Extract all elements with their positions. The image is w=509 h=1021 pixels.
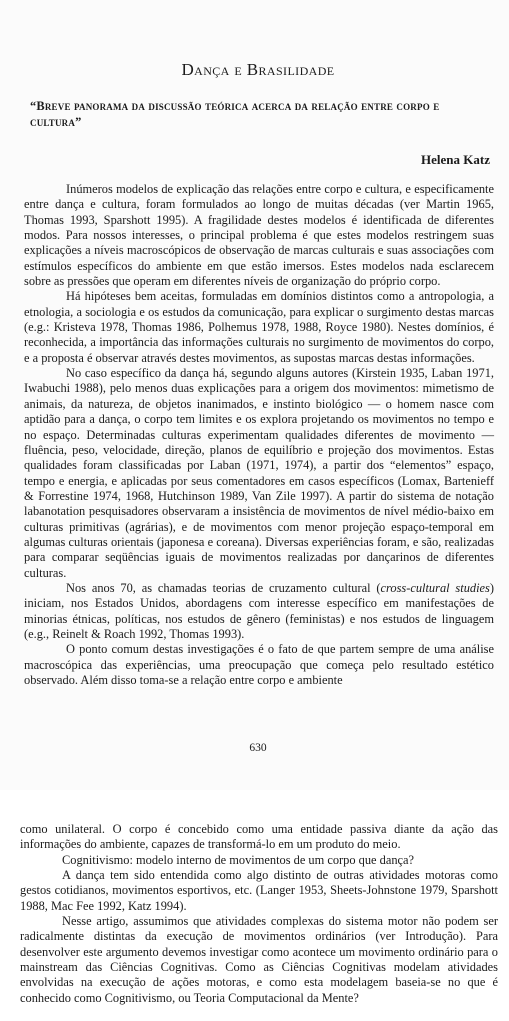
paragraph-1: Inúmeros modelos de explicação das relações entre corpo e cultura, e especificamente entre dança e cultura, foram formulados ao longo de muitas décadas (ver Martin 1965, Thomas 1993, Sparshott 1995). A fragilidade destes modelos é identificada de diferentes modos. Para nossos interesses, o principal problema é que estes modelos restringem suas explicações a níveis macroscópicos de observação de marcas culturais e suas associações com estímulos específicos do ambiente em que estão imersos. Estes modelos nada esclarecem sobre as pressões que operam em diferentes níveis de organização do próprio corpo. <box>24 182 494 289</box>
paragraph-7: Nesse artigo, assumimos que atividades complexas do sistema motor não podem ser radicalmente distintas da execução de movimentos ordinários (ver Introdução). Para desenvolver este argumento devemos investigar como acontece um movimento ordinário para o mainstream das Ciências Cognitivas. Como as Ciências Cognitivas modelam atividades envolvidas na execução de ações motoras, e como esta modelagem baseia-se no que é conhecido como Cognitivismo, ou Teoria Computacional da Mente? <box>20 914 498 1005</box>
paragraph-6: A dança tem sido entendida como algo distinto de outras atividades motoras como gestos cotidianos, movimentos esportivos, etc. (Langer 1953, Sheets-Johnstone 1979, Sparshott 1988, Mac Fee 1992, Katz 1994). <box>20 868 498 913</box>
continued-paragraph: como unilateral. O corpo é concebido como uma entidade passiva diante da ação das informações do ambiente, capazes de transformá-lo em um produto do meio. <box>20 822 498 852</box>
paragraph-4-italic-term: cross-cultural studies <box>380 580 490 595</box>
lower-page <box>0 812 509 1021</box>
paragraph-4-lead: Nos anos 70, as chamadas teorias de cruzamento cultural ( <box>66 580 381 595</box>
article-title: “Breve panorama da discussão teórica acerca da relação entre corpo e cultura” <box>30 99 440 129</box>
paragraph-5: O ponto comum destas investigações é o fato de que partem sempre de uma análise macroscópica das experiências, uma preocupação que começa pelo resultado estético observado. Além disso toma-se a relação entre corpo e ambiente <box>24 642 494 687</box>
paragraph-4-rest: ) iniciam, nos Estados Unidos, abordagens com interesse específico em manifestações de minorias étnicas, políticas, nos estudos de gênero (feministas) e nos estudos de linguagem (e.g., Reinelt & Roach 1992, Thomas 1993). <box>24 580 494 641</box>
paragraph-3: No caso específico da dança há, segundo alguns autores (Kirstein 1935, Laban 1971, Iwabuchi 1988), pelo menos duas explicações para a origem dos movimentos: mimetismo de animais, da natureza, de objetos inanimados, e instinto biológico — o homem nasce com aptidão para a dança, o corpo tem limites e os explora projetando os movimentos no tempo e no espaço. Determinadas culturas experimentam qualidades diferentes de movimento — fluência, peso, velocidade, direção, planos de equilíbrio e projeção dos movimentos. Estas qualidades foram classificadas por Laban (1971, 1974), a partir dos “elementos” espaço, tempo e energia, e aplicadas por seus comentadores em casos específicos (Lomax, Bartenieff & Forrestine 1974, 1968, Hutchinson 1989, Van Zile 1997). A partir do sistema de notação labanotation pesquisadores observaram a insistência de movimentos de nível médio-baixo em culturas primitivas (agrárias), e de movimentos com menor projeção espaço-temporal em algumas culturas orientais (japonesa e coreana). Diversas experiências foram, e são, realizadas para comparar seqüências iguais de movimentos realizadas por dançarinos de diferentes culturas. <box>24 366 494 580</box>
paragraph-2: Há hipóteses bem aceitas, formuladas em domínios distintos como a antropologia, a etnologia, a sociologia e os estudos da comunicação, para explicar o surgimento destas marcas (e.g.: Kristeva 1978, Thomas 1986, Polhemus 1978, 1988, Royce 1980). Nestes domínios, é reconhecida, a importância das informações culturais no surgimento de movimentos do corpo, e a proposta é observar através destes movimentos, as supostas marcas destas informações. <box>24 289 494 365</box>
subheading-question: Cognitivismo: modelo interno de movimentos de um corpo que dança? <box>62 852 415 867</box>
page-number: 630 <box>249 742 267 754</box>
author-name: Helena Katz <box>421 152 490 167</box>
page-gap <box>0 790 509 812</box>
section-title: Dança e Brasilidade <box>181 60 335 79</box>
lower-page-body <box>20 822 498 1006</box>
paragraph-4 <box>24 581 494 642</box>
article-body <box>24 182 494 688</box>
